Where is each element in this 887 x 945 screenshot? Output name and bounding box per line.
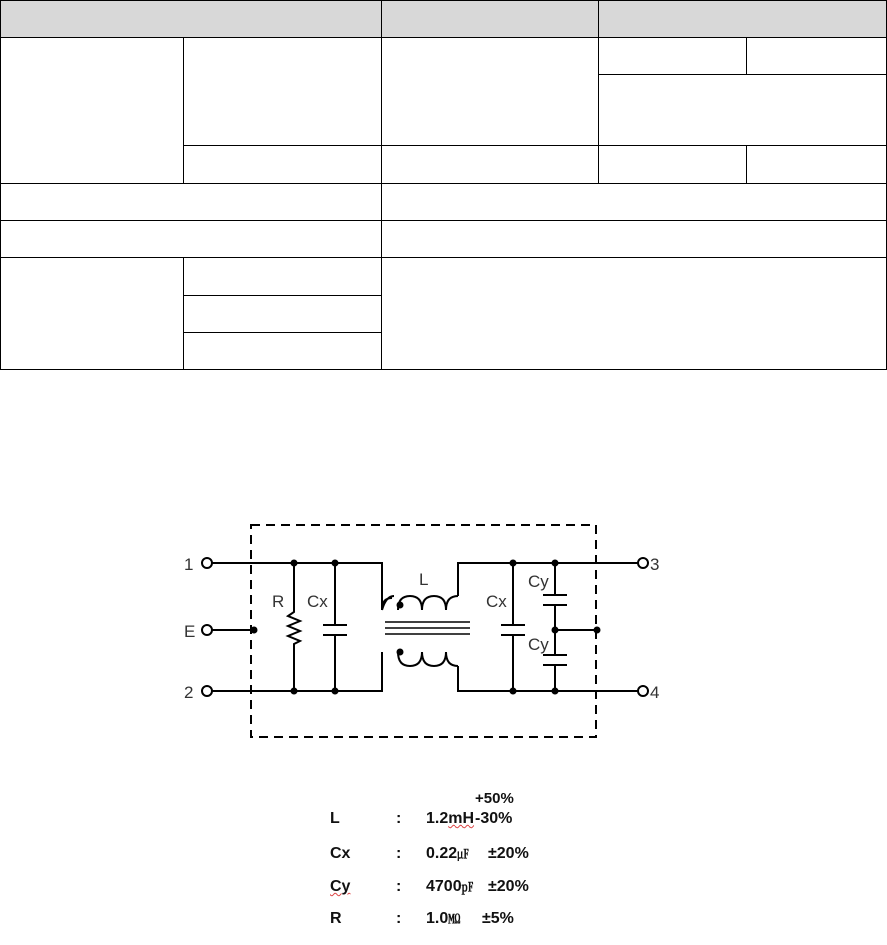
cx-right-wire: [501, 563, 525, 691]
table-row: [1, 37, 887, 75]
r-unit: ㏁: [448, 912, 461, 926]
table-row: [1, 220, 887, 258]
l-symbol: L: [330, 810, 340, 827]
table-header-row: [1, 1, 887, 38]
filter-schematic: [0, 490, 887, 750]
component-row-l: [330, 788, 590, 810]
cx-left-wire: [323, 563, 347, 691]
component-row-l-main: [330, 808, 590, 830]
cy-symbol: Cy: [330, 878, 351, 895]
component-row-cy: [330, 876, 590, 898]
table-cell: [1, 258, 184, 370]
table-cell: [382, 37, 599, 146]
table-cell: [184, 295, 382, 333]
l-tolerance-plus: +50%: [475, 790, 514, 807]
choke-label: L: [419, 570, 429, 589]
table-cell: [599, 37, 747, 75]
cx-right-label: Cx: [486, 592, 507, 611]
table-cell: [1, 183, 382, 220]
r-colon: :: [396, 910, 402, 927]
cx-symbol: Cx: [330, 845, 351, 862]
table-cell: [184, 37, 382, 146]
table-row: [1, 183, 887, 220]
table-cell: [599, 75, 887, 146]
table-cell: [382, 146, 599, 184]
l-value: 1.2mH: [426, 810, 475, 827]
l-colon: :: [396, 810, 402, 827]
spec-table: [0, 0, 887, 370]
table-cell: [184, 333, 382, 370]
cy-colon: :: [396, 878, 402, 895]
table-cell: [382, 220, 887, 258]
terminal-4-circle: [638, 686, 648, 696]
choke-core: [385, 622, 470, 634]
terminal-3-label: 3: [650, 555, 660, 574]
cy-top-label: Cy: [528, 572, 549, 591]
component-values: [330, 788, 590, 938]
cy-value: 4700㎊: [426, 878, 474, 895]
component-row-r: [330, 908, 590, 930]
terminal-2-circle: [202, 686, 212, 696]
r-symbol: R: [330, 910, 342, 927]
terminal-e-circle: [202, 625, 212, 635]
wire-bottom-left: [212, 652, 382, 691]
cx-left-label: Cx: [307, 592, 328, 611]
choke-top-winding: [382, 596, 458, 610]
wire-bottom-right: [458, 666, 638, 691]
terminal-4-label: 4: [650, 683, 660, 702]
cx-unit: ㎌: [457, 847, 470, 861]
table-row: [1, 258, 887, 296]
cy-unit: ㎊: [461, 880, 474, 894]
resistor-label: R: [272, 592, 285, 611]
table-cell: [184, 146, 382, 184]
terminal-1-label: 1: [184, 555, 194, 574]
table-header-cell: [599, 1, 887, 38]
cy-bottom-label: Cy: [528, 635, 549, 654]
table-cell: [747, 37, 887, 75]
component-row-cx: [330, 843, 590, 865]
enclosure-dashed-box: [251, 525, 596, 737]
terminal-2-label: 2: [184, 683, 194, 702]
resistor-wire: [288, 563, 300, 691]
cx-tolerance: ±20%: [488, 845, 529, 862]
table-cell: [382, 258, 887, 370]
table-cell: [1, 37, 184, 183]
r-tolerance: ±5%: [482, 910, 514, 927]
table-header-cell: [1, 1, 382, 38]
l-unit: mH: [448, 810, 475, 827]
table-cell: [184, 258, 382, 296]
choke-bottom-winding: [398, 652, 458, 666]
terminal-e-label: E: [184, 622, 196, 641]
table-cell: [382, 183, 887, 220]
cx-value: 0.22㎌: [426, 845, 470, 862]
r-value: 1.0㏁: [426, 910, 461, 927]
terminal-3-circle: [638, 558, 648, 568]
l-tolerance-minus: -30%: [475, 810, 513, 827]
terminal-1-circle: [202, 558, 212, 568]
cy-tolerance: ±20%: [488, 878, 529, 895]
cx-colon: :: [396, 845, 402, 862]
table-cell: [599, 146, 747, 184]
wire-top-left: [212, 563, 382, 610]
cy-wire: [543, 563, 597, 691]
table-cell: [1, 220, 382, 258]
table-header-cell: [382, 1, 599, 38]
table-cell: [747, 146, 887, 184]
